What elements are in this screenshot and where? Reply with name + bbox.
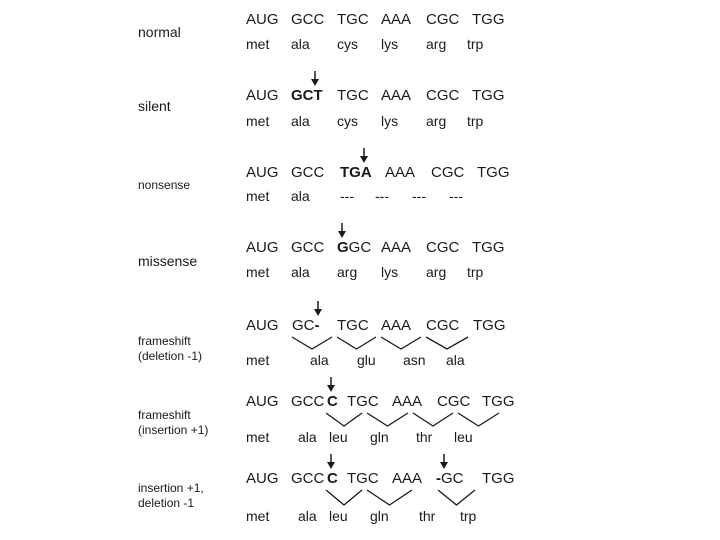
mutation-type-label-line: frameshift [138,334,191,348]
amino-acid: leu [329,508,348,524]
codon-part: GC [441,470,464,487]
codon [246,88,279,103]
mutation-type-label [138,408,208,438]
mutation-arrow [360,148,368,163]
codon [472,240,505,255]
mutation-arrow [338,223,346,238]
amino-acid: met [246,508,270,524]
codon [426,240,459,255]
codon-part: TGC [347,393,379,410]
amino-acid: ala [291,264,310,280]
codon-part: TGG [473,317,506,334]
codon-part: TGG [477,164,510,181]
codon-part: GCC [291,393,325,410]
codon-part: GCC [291,11,325,28]
codon [472,88,505,103]
codon [246,165,279,180]
mutation-type-label-line: (insertion +1) [138,423,209,437]
mutation-arrow [440,454,448,469]
codon-part: TGG [472,87,505,104]
amino-acid: --- [340,188,354,204]
codon [426,318,459,333]
codon [385,165,415,180]
reading-frame-bracket [413,413,453,426]
codon-part: AUG [246,11,279,28]
codon [337,88,369,103]
codon-part: GC [348,239,372,256]
mutation-type-label [138,178,190,193]
amino-acid: --- [449,188,463,204]
amino-acid: --- [412,188,426,204]
codon-part: TGC [347,470,379,487]
codon [381,88,411,103]
amino-acid: trp [460,508,477,524]
codon-part: GCC [291,239,325,256]
amino-acid: leu [329,429,348,445]
amino-acid: ala [310,352,329,368]
mutation-type-label [138,254,197,268]
codon-part: AAA [392,470,423,487]
codon [292,318,320,333]
codon [426,12,459,27]
amino-acid: ala [298,429,317,445]
codon [381,318,411,333]
reading-frame-bracket [292,337,332,349]
mutation-type-label-line: normal [138,24,181,40]
amino-acid: arg [337,264,358,280]
reading-frame-bracket [458,413,499,426]
codon-part: AUG [246,87,279,104]
codon-part: AAA [381,11,412,28]
codon-part: TGG [482,470,515,487]
codon [472,12,505,27]
codon [291,471,324,486]
codon [291,88,323,103]
codon [246,471,279,486]
codon-part: AAA [381,87,412,104]
codon [291,165,324,180]
amino-acid: trp [467,113,484,129]
codon-part: TGC [337,87,369,104]
amino-acid: lys [381,36,399,52]
reading-frame-bracket [367,490,412,505]
codon-part: CGC [437,393,471,410]
codon-part: AAA [381,317,412,334]
amino-acid: cys [337,113,358,129]
codon-part: CGC [426,239,460,256]
codon-part: TGG [482,393,515,410]
codon [246,394,279,409]
amino-acid: met [246,352,270,368]
mutation-type-label [138,334,202,364]
codon-part: TGC [337,11,369,28]
amino-acid: met [246,188,270,204]
reading-frame-bracket [426,337,468,349]
mutation-type-label [138,25,181,39]
amino-acid: met [246,36,270,52]
codon [392,471,422,486]
codon-part: G [337,239,349,256]
codon-part: T [313,87,323,104]
codon [477,165,510,180]
codon [291,12,324,27]
amino-acid: met [246,429,270,445]
codon-part: CGC [426,317,460,334]
amino-acid: ala [291,36,310,52]
codon [337,240,371,255]
codon-part: TGG [472,11,505,28]
mutation-type-label-line: (deletion -1) [138,349,203,363]
codon [431,165,464,180]
amino-acid: glu [357,352,376,368]
reading-frame-bracket [438,490,475,505]
codon [381,12,411,27]
reading-frame-bracket [326,490,362,505]
codon [327,471,338,486]
codon-part: GCC [291,164,325,181]
codon [482,471,515,486]
codon-part: GCC [291,470,325,487]
amino-acid: asn [403,352,426,368]
codon-part: - [314,317,320,334]
amino-acid: leu [454,429,473,445]
codon [327,394,338,409]
amino-acid: lys [381,264,399,280]
amino-acid: gln [370,508,389,524]
codon [337,12,369,27]
codon-part: AUG [246,164,279,181]
amino-acid: cys [337,36,358,52]
codon [437,394,470,409]
reading-frame-bracket [381,337,421,349]
codon-part: C [327,470,338,487]
codon-part: CGC [426,11,460,28]
codon-part: TGA [340,164,372,181]
codon [246,12,279,27]
amino-acid: arg [426,113,447,129]
codon-part: TGG [472,239,505,256]
mutation-type-label [138,99,171,113]
amino-acid: thr [416,429,433,445]
amino-acid: trp [467,264,484,280]
codon [340,165,372,180]
amino-acid: gln [370,429,389,445]
amino-acid: ala [291,188,310,204]
codon-part: AUG [246,393,279,410]
amino-acid: ala [291,113,310,129]
mutation-arrow [327,454,335,469]
amino-acid: met [246,113,270,129]
codon-part: AAA [392,393,423,410]
codon [347,471,379,486]
mutation-type-label-line: missense [138,253,198,269]
amino-acid: thr [419,508,436,524]
amino-acid: lys [381,113,399,129]
codon [246,318,279,333]
reading-frame-bracket [326,413,362,426]
amino-acid: trp [467,36,484,52]
mutation-arrow [311,71,319,86]
codon-part: AAA [385,164,416,181]
codon [291,394,324,409]
codon [381,240,411,255]
amino-acid: ala [298,508,317,524]
codon [426,88,459,103]
codon [291,240,324,255]
amino-acid: arg [426,36,447,52]
amino-acid: ala [446,352,465,368]
codon-part: AUG [246,317,279,334]
codon-part: C [327,393,338,410]
codon-part: GC [292,317,315,334]
codon-part: TGC [337,317,369,334]
codon [436,471,464,486]
amino-acid: --- [375,188,389,204]
codon [347,394,379,409]
codon [246,240,279,255]
mutation-arrow [327,377,335,392]
codon [482,394,515,409]
mutation-type-label-line: nonsense [138,178,191,192]
codon-part: AUG [246,239,279,256]
codon [473,318,506,333]
codon-part: AUG [246,470,279,487]
reading-frame-bracket [367,413,408,426]
reading-frame-bracket [337,337,376,349]
mutation-type-label-line: silent [138,98,171,114]
mutation-type-label [138,481,204,511]
codon-part: CGC [426,87,460,104]
mutation-type-label-line: frameshift [138,408,191,422]
codon [337,318,369,333]
codon-part: CGC [431,164,465,181]
amino-acid: arg [426,264,447,280]
codon-part: AAA [381,239,412,256]
mutation-type-label-line: insertion +1, [138,481,204,495]
codon-part: - [436,470,441,487]
mutation-type-label-line: deletion -1 [138,496,195,510]
codon [392,394,422,409]
amino-acid: met [246,264,270,280]
codon-part: GC [291,87,314,104]
mutation-arrow [314,301,322,316]
